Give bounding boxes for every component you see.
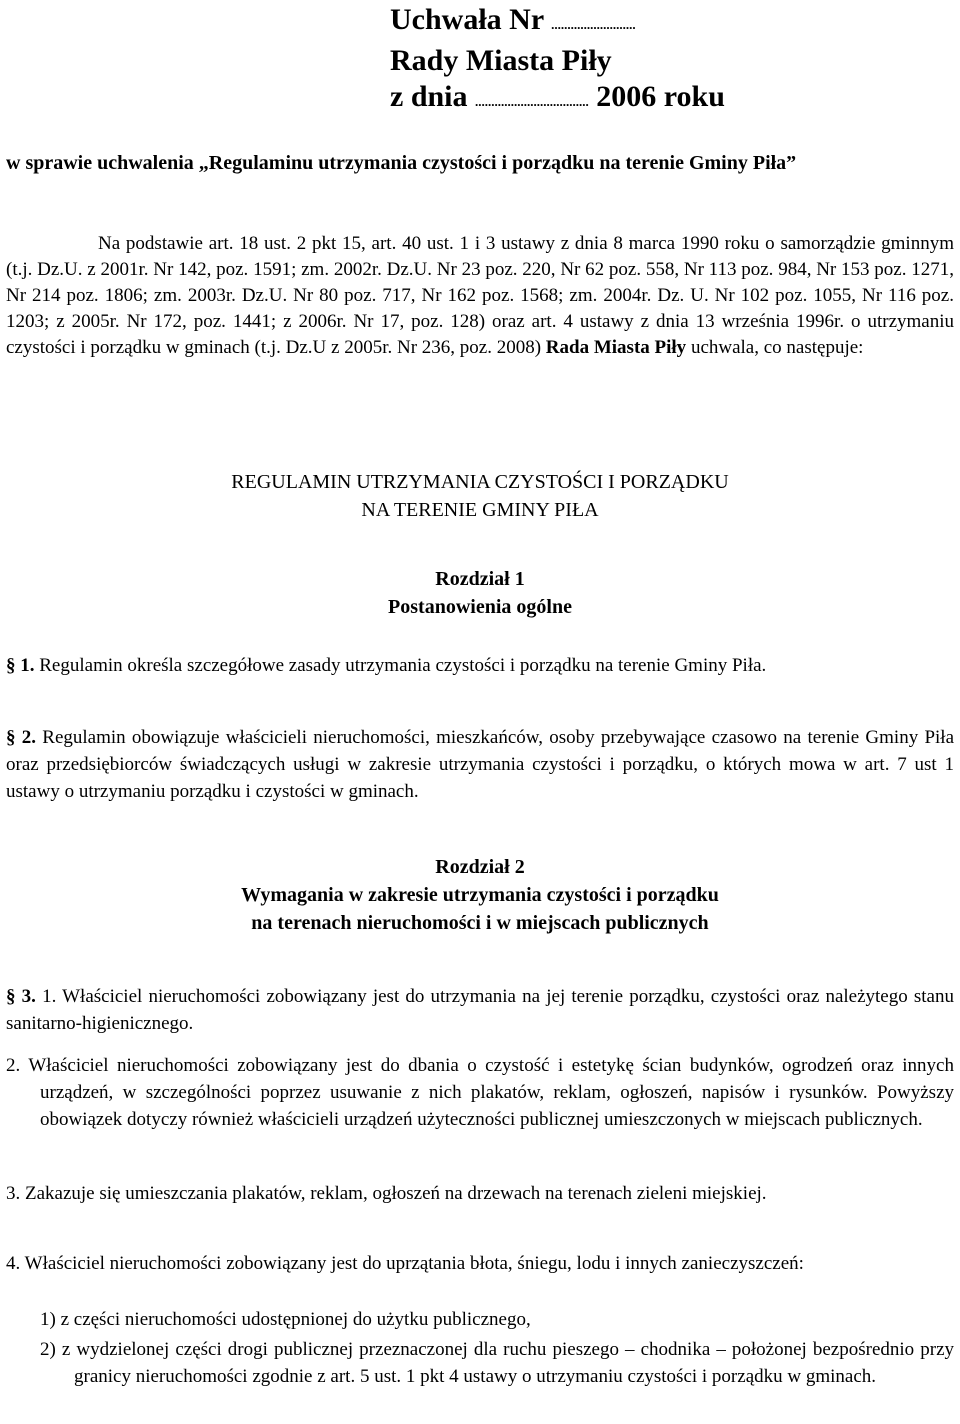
chapter-2-title-line1: Wymagania w zakresie utrzymania czystości i porządku (241, 884, 719, 906)
regulation-title-line2: NA TERENIE GMINY PIŁA (361, 499, 599, 521)
point-text: Właściciel nieruchomości zobowiązany jest do utrzymania na jej terenie porządku, czystości oraz należytego stanu sanitarno-higienicznego. (6, 986, 954, 1034)
section-3-point-3 (6, 1180, 954, 1207)
subpoint-2 (40, 1336, 954, 1390)
section-1 (6, 652, 954, 679)
subpoint-text: z wydzielonej części drogi publicznej przeznaczonej dla ruchu pieszego – chodnika – położonej bezpośrednio przy granicy nieruchomości zgodnie z art. 5 ust. 1 pkt 4 ustawy o utrzymaniu czystości i porządku w gminach. (61, 1339, 955, 1387)
section-sign-icon: § (6, 655, 16, 676)
point-text: Właściciel nieruchomości zobowiązany jest do dbania o czystość i estetykę ścian budynków, ogrodzeń oraz innych urządzeń, w szczególności poprzez usuwanie z nich plakatów, reklam, ogłoszeń, napisów i rysunków. Powyższy obowiązek dotyczy również właścicieli urządzeń użyteczności publicznej umieszczonych w miejscach publicznych. (28, 1055, 954, 1130)
chapter-1-title: Postanowienia ogólne (388, 596, 572, 618)
subpoint-number: 2) (40, 1339, 56, 1360)
chapter-2-title-line2: na terenach nieruchomości i w miejscach publicznych (251, 912, 709, 934)
point-number: 1. (42, 986, 57, 1007)
point-number: 3. (6, 1183, 21, 1204)
chapter-1-number: Rozdział 1 (435, 568, 525, 590)
subpoint-1 (40, 1306, 954, 1333)
resolution-title: w sprawie uchwalenia „Regulaminu utrzymania czystości i porządku na terenie Gminy Piła” (6, 152, 797, 174)
point-text: Właściciel nieruchomości zobowiązany jest do uprzątania błota, śniegu, lodu i innych zanieczyszczeń: (24, 1253, 804, 1274)
section-2 (6, 724, 954, 805)
section-sign-icon: § (6, 986, 16, 1007)
legal-basis: Na podstawie art. 18 ust. 2 pkt 15, art. 40 ust. 1 i 3 ustawy z dnia 8 marca 1990 roku o samorządzie gminnym (t.j. Dz.U. z 2001r. Nr 142, poz. 1591; zm. 2002r. Dz.U. Nr 23 poz. 220, Nr 62 poz. 558, Nr 113 poz. 984, Nr 153 poz. 1271, Nr 214 poz. 1806; zm. 2003r. Dz.U. Nr 80 poz. 717, Nr 162 poz. 1568; zm. 2004r. Dz. U. Nr 102 poz. 1055, Nr 116 poz. 1203; z 2005r. Nr 172, poz. 1441; z 2006r. Nr 17, poz. 128) oraz art. 4 ustawy z dnia 13 września 1996r. o utrzymaniu czystości i porządku w gminach (t.j. Dz.U z 2005r. Nr 236, poz. 2008) (6, 233, 954, 358)
point-number: 2. (6, 1055, 21, 1076)
date-blank: ................................... (475, 94, 589, 109)
point-number: 4. (6, 1253, 21, 1274)
date-year: 2006 roku (596, 80, 725, 113)
section-3-point-2 (6, 1052, 954, 1133)
section-2-text: Regulamin obowiązuje właścicieli nieruchomości, mieszkańców, osoby przebywające czasowo na terenie Gminy Piła oraz przedsiębiorców świadczących usługi w zakresie utrzymania czystości i porządku, o których mowa w art. 7 ust 1 ustawy o utrzymaniu porządku i czystości w gminach. (6, 727, 955, 802)
point-text: Zakazuje się umieszczania plakatów, reklam, ogłoszeń na drzewach na terenach zieleni miejskiej. (25, 1183, 767, 1204)
resolution-date-line (390, 79, 725, 120)
resolution-header (390, 2, 725, 120)
section-3-number: 3. (21, 986, 36, 1007)
date-prefix: z dnia (390, 80, 468, 113)
section-sign-icon: § (6, 727, 16, 748)
council-name: Rady Miasta Piły (390, 44, 612, 77)
council-reference: Rada Miasta Piły (545, 337, 687, 358)
resolution-number-blank: .......................... (551, 17, 636, 32)
regulation-title-line1: REGULAMIN UTRZYMANIA CZYSTOŚCI I PORZĄDKU (231, 471, 729, 493)
chapter-2-number: Rozdział 2 (435, 856, 525, 878)
section-1-number: 1. (20, 655, 35, 676)
resolution-number-line (390, 2, 725, 43)
preamble (6, 231, 954, 361)
section-2-number: 2. (21, 727, 37, 748)
subpoint-number: 1) (40, 1309, 56, 1330)
section-1-text: Regulamin określa szczegółowe zasady utrzymania czystości i porządku na terenie Gminy Piła. (39, 655, 767, 676)
subpoint-text: z części nieruchomości udostępnionej do użytku publicznego, (60, 1309, 531, 1330)
preamble-closing: uchwala, co następuje: (690, 337, 864, 358)
resolution-number-label: Uchwała Nr (390, 3, 544, 36)
section-3-point-1 (6, 983, 954, 1037)
regulation-title (0, 468, 960, 524)
section-3-point-4 (6, 1250, 954, 1277)
chapter-1-heading (0, 565, 960, 621)
chapter-2-heading (0, 853, 960, 937)
